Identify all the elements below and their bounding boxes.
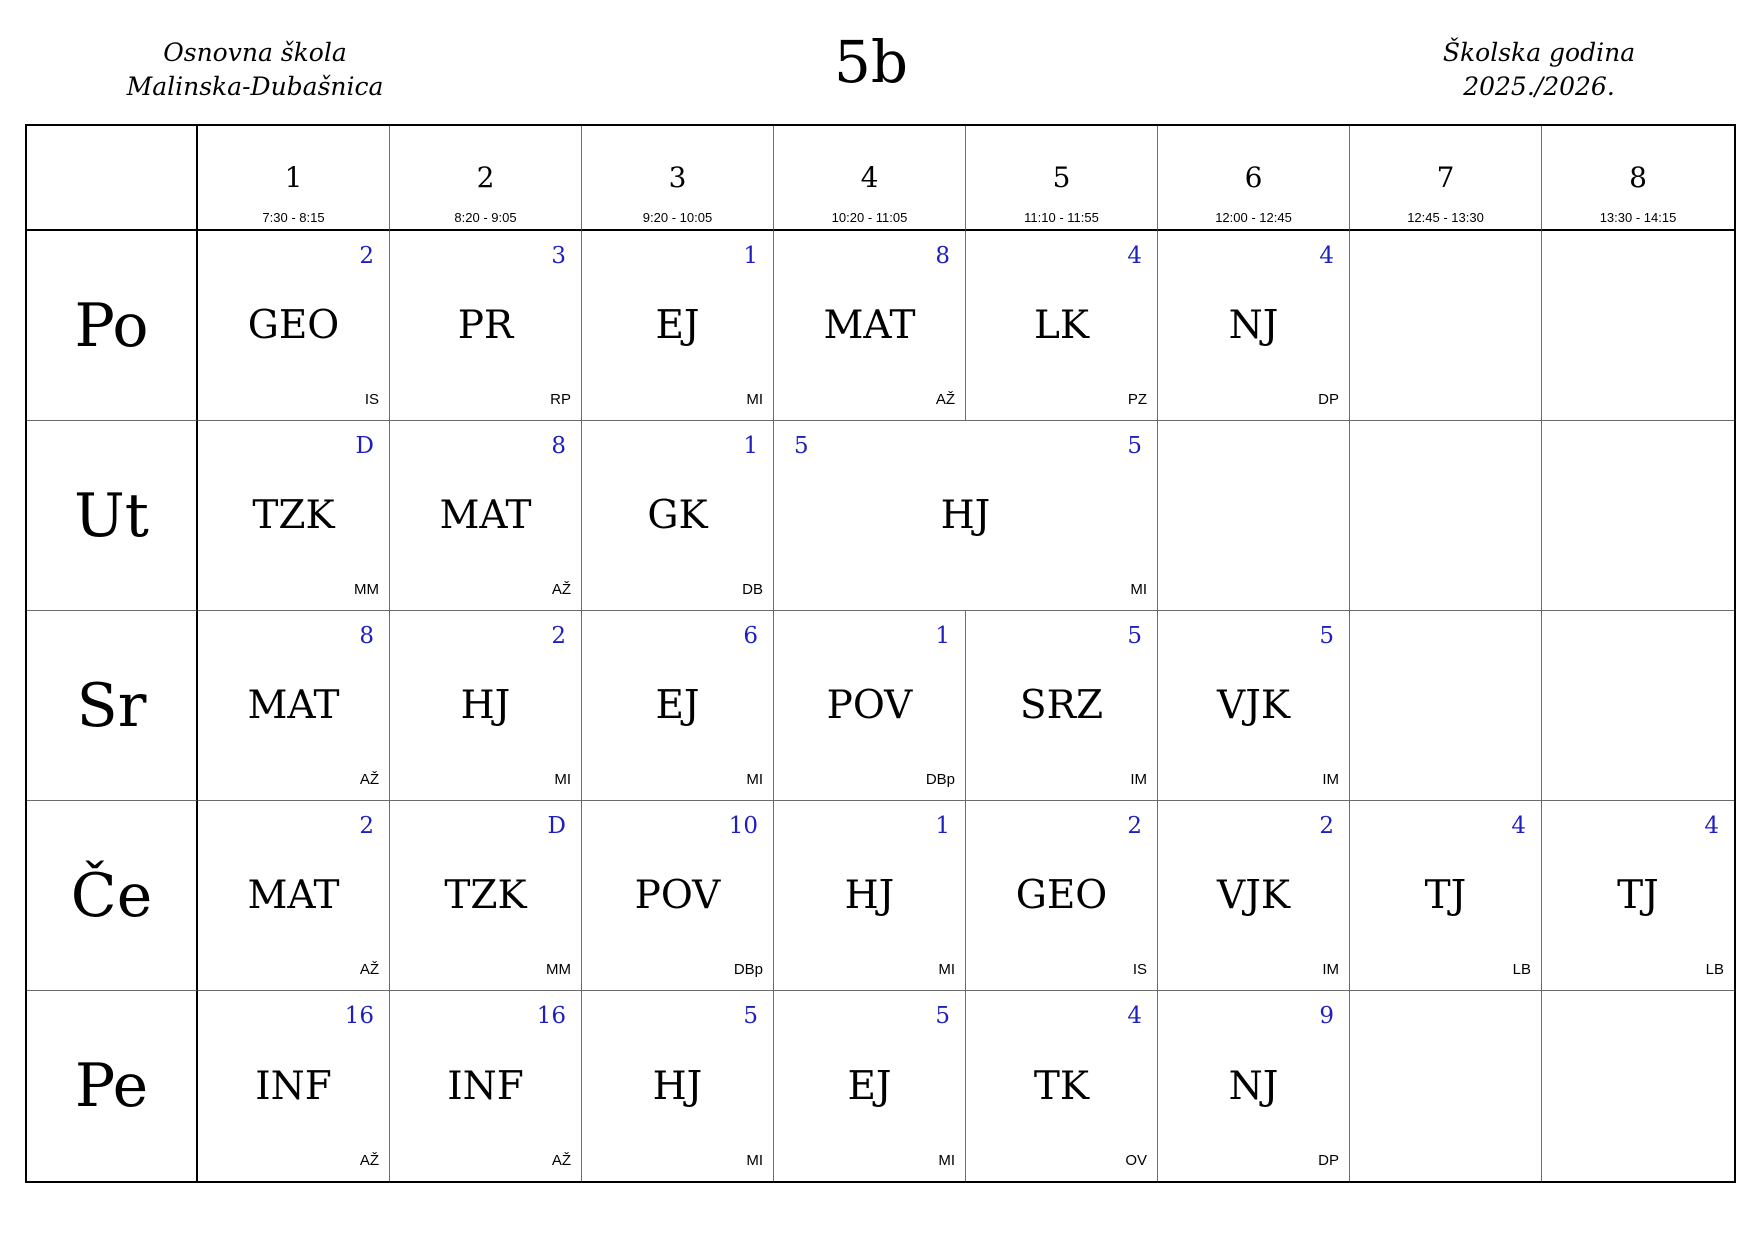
room-number: 16 — [344, 1003, 374, 1029]
room-number: 1 — [935, 623, 950, 649]
period-header-cell — [1158, 126, 1350, 231]
teacher-code: DP — [1318, 391, 1339, 408]
teacher-code: OV — [1125, 1152, 1147, 1169]
subject-name: TK — [1033, 1063, 1090, 1109]
teacher-code: LB — [1705, 961, 1724, 978]
day-cell — [27, 801, 198, 991]
period-header-cell — [1350, 126, 1542, 231]
empty-lesson-cell — [1542, 421, 1734, 611]
subject-name: LK — [1033, 303, 1090, 348]
room-number: 1 — [743, 243, 758, 269]
period-header-cell — [1542, 126, 1734, 231]
room-number: 16 — [536, 1003, 566, 1029]
lesson-cell — [966, 801, 1158, 991]
subject-name: EJ — [847, 1063, 892, 1109]
subject-name: MAT — [439, 493, 532, 538]
day-cell — [27, 991, 198, 1181]
room-number: 1 — [935, 813, 950, 839]
school-name — [95, 36, 415, 104]
room-number: 8 — [359, 623, 374, 649]
period-header-cell — [390, 126, 582, 231]
teacher-code: MM — [546, 961, 571, 978]
empty-lesson-cell — [1350, 991, 1542, 1181]
lesson-cell — [1158, 231, 1350, 421]
lesson-cell — [390, 801, 582, 991]
lesson-cell — [582, 801, 774, 991]
subject-name: PR — [457, 303, 514, 348]
room-number: 4 — [1704, 813, 1719, 839]
teacher-code: IM — [1322, 771, 1339, 788]
lesson-cell — [774, 991, 966, 1181]
empty-lesson-cell — [1350, 611, 1542, 801]
teacher-code: MI — [554, 771, 571, 788]
room-number: 6 — [743, 623, 758, 649]
subject-name: VJK — [1217, 873, 1290, 918]
subject-name: GK — [647, 493, 708, 538]
room-number: 4 — [1319, 243, 1334, 269]
empty-lesson-cell — [1350, 231, 1542, 421]
subject-name: MAT — [823, 303, 916, 348]
teacher-code: AŽ — [359, 1152, 379, 1169]
room-number: 5 — [1127, 623, 1142, 649]
period-header-cell — [582, 126, 774, 231]
teacher-code: MI — [746, 391, 763, 408]
lesson-cell — [390, 231, 582, 421]
subject-name: GEO — [247, 303, 340, 348]
lesson-cell — [1158, 801, 1350, 991]
lesson-cell — [1542, 801, 1734, 991]
lesson-cell — [1158, 611, 1350, 801]
subject-name: EJ — [655, 303, 700, 348]
period-time: 7:30 - 8:15 — [262, 210, 325, 225]
subject-name: INF — [447, 1063, 524, 1109]
room-number: 2 — [1127, 813, 1142, 839]
teacher-code: MM — [354, 581, 379, 598]
lesson-cell — [198, 991, 390, 1181]
lesson-cell — [966, 231, 1158, 421]
teacher-code: AŽ — [551, 1152, 571, 1169]
subject-name: POV — [826, 683, 913, 728]
period-time: 12:00 - 12:45 — [1215, 210, 1292, 225]
room-number: 9 — [1319, 1003, 1334, 1029]
lesson-cell — [1158, 991, 1350, 1181]
teacher-code: DBp — [733, 961, 763, 978]
day-label: Če — [70, 860, 153, 931]
room-number: 8 — [551, 433, 566, 459]
period-number: 1 — [284, 161, 303, 194]
class-title: 5b — [833, 28, 909, 96]
room-number: 4 — [1127, 1003, 1142, 1029]
lesson-cell — [390, 991, 582, 1181]
room-number: 8 — [935, 243, 950, 269]
subject-name: NJ — [1228, 1063, 1279, 1109]
school-name-line1: Osnovna škola — [163, 38, 347, 67]
subject-name: POV — [634, 873, 721, 918]
room-number: 2 — [359, 243, 374, 269]
subject-name: INF — [255, 1063, 332, 1109]
room-number: 4 — [1511, 813, 1526, 839]
room-number: 4 — [1127, 243, 1142, 269]
lesson-cell — [582, 231, 774, 421]
subject-name: HJ — [940, 493, 991, 538]
lesson-cell — [198, 801, 390, 991]
subject-name: NJ — [1228, 303, 1279, 348]
teacher-code: IS — [364, 391, 379, 408]
room-number: 1 — [743, 433, 758, 459]
school-year-line1: Školska godina — [1442, 38, 1636, 67]
empty-lesson-cell — [1542, 231, 1734, 421]
period-time: 9:20 - 10:05 — [642, 210, 713, 225]
empty-lesson-cell — [1542, 611, 1734, 801]
room-number: 2 — [1319, 813, 1334, 839]
period-time: 10:20 - 11:05 — [831, 210, 908, 225]
lesson-cell — [390, 421, 582, 611]
teacher-code: DB — [742, 581, 763, 598]
lesson-cell — [1350, 801, 1542, 991]
subject-name: HJ — [460, 683, 511, 728]
empty-lesson-cell — [1350, 421, 1542, 611]
period-number: 6 — [1244, 161, 1263, 194]
teacher-code: AŽ — [359, 961, 379, 978]
day-label: Po — [74, 290, 149, 361]
subject-name: TZK — [252, 493, 335, 538]
subject-name: MAT — [247, 873, 340, 918]
lesson-cell — [582, 421, 774, 611]
teacher-code: DBp — [925, 771, 955, 788]
period-header-cell — [966, 126, 1158, 231]
school-name-line2: Malinska-Dubašnica — [126, 72, 384, 101]
school-year — [1379, 36, 1699, 104]
teacher-code: AŽ — [935, 391, 955, 408]
empty-lesson-cell — [1158, 421, 1350, 611]
subject-name: VJK — [1217, 683, 1290, 728]
subject-name: MAT — [247, 683, 340, 728]
day-label: Ut — [74, 480, 149, 551]
subject-name: HJ — [844, 873, 895, 918]
header-corner-cell — [27, 126, 198, 231]
lesson-cell — [582, 991, 774, 1181]
period-number: 5 — [1052, 161, 1071, 194]
teacher-code: MI — [938, 961, 955, 978]
subject-name: SRZ — [1019, 683, 1104, 728]
day-cell — [27, 611, 198, 801]
room-number: 5 — [935, 1003, 950, 1029]
teacher-code: AŽ — [359, 771, 379, 788]
period-time: 12:45 - 13:30 — [1407, 210, 1484, 225]
subject-name: GEO — [1015, 873, 1108, 918]
subject-name: TJ — [1617, 873, 1659, 918]
teacher-code: MI — [746, 1152, 763, 1169]
teacher-code: LB — [1512, 961, 1531, 978]
lesson-cell — [966, 991, 1158, 1181]
period-number: 2 — [476, 161, 495, 194]
day-label: Sr — [76, 670, 147, 741]
school-year-line2: 2025./2026. — [1463, 72, 1615, 101]
room-number: 5 — [1127, 433, 1142, 459]
period-time: 13:30 - 14:15 — [1599, 210, 1677, 225]
period-header-cell — [198, 126, 390, 231]
room-number: 5 — [1319, 623, 1334, 649]
period-number: 7 — [1436, 161, 1455, 194]
lesson-cell — [774, 611, 966, 801]
lesson-cell — [198, 421, 390, 611]
teacher-code: DP — [1318, 1152, 1339, 1169]
room-number: 2 — [359, 813, 374, 839]
lesson-cell — [198, 231, 390, 421]
lesson-cell — [774, 801, 966, 991]
teacher-code: MI — [746, 771, 763, 788]
room-number: 10 — [728, 813, 758, 839]
teacher-code: PZ — [1127, 391, 1147, 408]
lesson-cell — [390, 611, 582, 801]
room-number-left: 5 — [794, 433, 809, 459]
day-label: Pe — [74, 1051, 149, 1121]
lesson-cell — [198, 611, 390, 801]
subject-name: TZK — [444, 873, 527, 918]
empty-lesson-cell — [1542, 991, 1734, 1181]
room-number: D — [355, 433, 374, 459]
period-number: 4 — [860, 161, 879, 194]
day-cell — [27, 421, 198, 611]
teacher-code: IS — [1132, 961, 1147, 978]
teacher-code: MI — [938, 1152, 955, 1169]
room-number: D — [547, 813, 566, 839]
period-number: 3 — [668, 161, 687, 194]
period-time: 8:20 - 9:05 — [454, 210, 517, 225]
teacher-code: IM — [1322, 961, 1339, 978]
timetable-grid — [25, 124, 1736, 1183]
day-cell — [27, 231, 198, 421]
subject-name: HJ — [652, 1063, 703, 1109]
lesson-cell — [966, 611, 1158, 801]
room-number: 3 — [551, 243, 566, 269]
lesson-cell — [774, 231, 966, 421]
room-number: 5 — [743, 1003, 758, 1029]
teacher-code: MI — [1130, 581, 1147, 598]
period-time: 11:10 - 11:55 — [1024, 210, 1099, 225]
period-number: 8 — [1629, 161, 1647, 194]
period-header-cell — [774, 126, 966, 231]
lesson-cell — [582, 611, 774, 801]
room-number: 2 — [551, 623, 566, 649]
subject-name: TJ — [1424, 873, 1467, 918]
teacher-code: RP — [550, 391, 571, 408]
subject-name: EJ — [655, 683, 700, 728]
double-lesson-cell — [774, 421, 1158, 611]
teacher-code: AŽ — [551, 581, 571, 598]
teacher-code: IM — [1130, 771, 1147, 788]
